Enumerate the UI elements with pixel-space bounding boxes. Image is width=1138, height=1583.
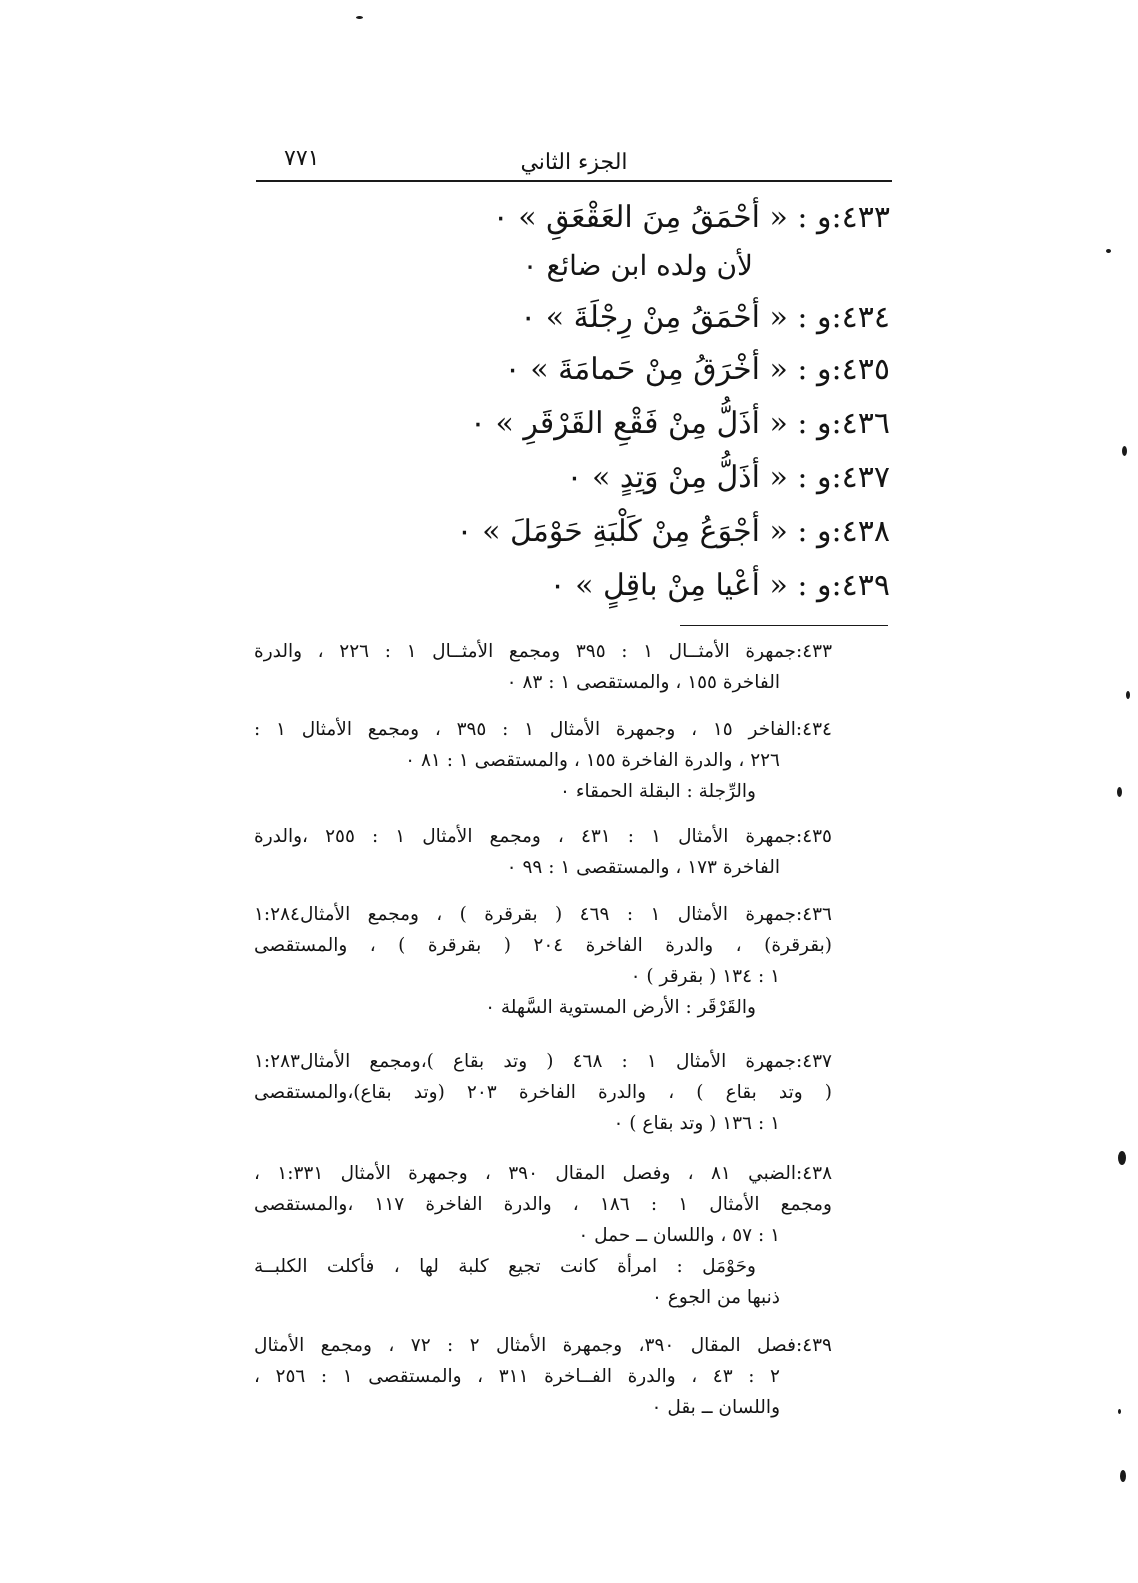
- scan-speck: [1106, 249, 1111, 253]
- proverb-number: ٤٣٥:و: [817, 352, 890, 387]
- footnote-line: والقَرْقَر : الأرض المستوية السَّهلة ٠: [485, 997, 756, 1018]
- proverb-entry: ٤٣٨:و : « أجْوَعُ مِنْ كَلْبَةِ حَوْمَلَ » ٠: [456, 514, 890, 549]
- proverb-entry: ٤٣٧:و : « أذَلُّ مِنْ وَتِدٍ » ٠: [566, 460, 890, 495]
- footnote-line: ٤٣٧:جمهرة الأمثال ١ : ٤٦٨ ( وتد بقاع )،ومجمع الأمثال١:٢٨٣: [254, 1051, 832, 1072]
- proverb-text: « أذَلُّ مِنْ فَقْعِ القَرْقَرِ » ٠: [469, 406, 788, 441]
- running-title: الجزء الثاني: [520, 150, 628, 175]
- footnote-line: وحَوْمَل : امرأة كانت تجيع كلبة لها ، فأكلت الكلبــة: [254, 1256, 756, 1277]
- footnote-line: ذنبها من الجوع ٠: [651, 1287, 780, 1308]
- proverb-text: « أعْيا مِنْ باقِلٍ » ٠: [549, 568, 788, 603]
- proverb-text: « أخْرَقُ مِنْ حَمامَةَ » ٠: [504, 352, 788, 387]
- footnote-line: (بقرقرة) ، والدرة الفاخرة ٢٠٤ ( بقرقرة ) ، والمستقصى: [254, 935, 832, 956]
- scan-speck: [1118, 1151, 1126, 1165]
- footnote: [254, 1046, 832, 1139]
- footnote-line: ٤٣٥:جمهرة الأمثال ١ : ٤٣١ ، ومجمع الأمثال ١ : ٢٥٥ ،والدرة: [254, 826, 832, 847]
- footnote-separator: [680, 625, 888, 626]
- footnote-line: ١ : ٥٧ ، واللسان ــ حمل ٠: [578, 1225, 780, 1246]
- footnote-line: ٤٣٤:الفاخر ١٥ ، وجمهرة الأمثال ١ : ٣٩٥ ، ومجمع الأمثال ١ :: [254, 719, 832, 740]
- header-rule: [256, 180, 892, 182]
- footnote: [254, 899, 832, 1023]
- footnote-line: ومجمع الأمثال ١ : ١٨٦ ، والدرة الفاخرة ١١٧ ،والمستقصى: [254, 1194, 832, 1215]
- proverb-entry: ٤٣٥:و : « أخْرَقُ مِنْ حَمامَةَ » ٠: [504, 352, 890, 387]
- proverb-entry: ٤٣٦:و : « أذَلُّ مِنْ فَقْعِ القَرْقَرِ » ٠: [469, 406, 890, 441]
- footnote: [254, 1158, 832, 1313]
- proverb-number: ٤٣٨:و: [817, 514, 890, 549]
- footnote-line: واللسان ــ بقل ٠: [651, 1397, 780, 1418]
- footnote-line: ١ : ١٣٤ ( بقرقر ) ٠: [630, 966, 780, 987]
- proverb-note: لأن ولده ابن ضائع ٠: [522, 249, 753, 282]
- proverb-text: « أحْمَقُ مِنْ رِجْلَةَ » ٠: [520, 300, 788, 335]
- proverb-number: ٤٣٣:و: [817, 200, 890, 235]
- scan-speck: [1122, 446, 1127, 456]
- proverb-entry: ٤٣٣:و : « أحْمَقُ مِنَ العَقْعَقِ » ٠: [492, 200, 890, 235]
- footnote-line: الفاخرة ١٧٣ ، والمستقصى ١ : ٩٩ ٠: [506, 857, 780, 878]
- footnote-line: ٢٢٦ ، والدرة الفاخرة ١٥٥ ، والمستقصى ١ : ٨١ ٠: [405, 750, 780, 771]
- footnote-line: ١ : ١٣٦ ( وتد بقاع ) ٠: [613, 1113, 780, 1134]
- footnote: [254, 636, 832, 698]
- page-header: [256, 146, 892, 180]
- proverb-number: ٤٣٩:و: [817, 568, 890, 603]
- footnote: [254, 1330, 832, 1423]
- footnote-line: ٤٣٦:جمهرة الأمثال ١ : ٤٦٩ ( بقرقرة ) ، ومجمع الأمثال١:٢٨٤: [254, 904, 832, 925]
- footnote-line: ٤٣٨:الضبي ٨١ ، وفصل المقال ٣٩٠ ، وجمهرة الأمثال ١:٣٣١ ،: [254, 1163, 833, 1184]
- proverb-entry: ٤٣٤:و : « أحْمَقُ مِنْ رِجْلَةَ » ٠: [520, 300, 890, 335]
- scan-speck: [1120, 1470, 1126, 1482]
- proverb-number: ٤٣٧:و: [817, 460, 890, 495]
- proverb-number: ٤٣٤:و: [817, 300, 890, 335]
- proverb-text: « أذَلُّ مِنْ وَتِدٍ » ٠: [566, 460, 788, 495]
- proverb-text: « أحْمَقُ مِنَ العَقْعَقِ » ٠: [492, 200, 788, 235]
- footnote-line: ٢ : ٤٣ ، والدرة الفــاخرة ٣١١ ، والمستقصى ١ : ٢٥٦ ،: [254, 1366, 780, 1387]
- proverb-number: ٤٣٦:و: [817, 406, 890, 441]
- page-number: ٧٧١: [284, 146, 320, 171]
- footnote-line: الفاخرة ١٥٥ ، والمستقصى ١ : ٨٣ ٠: [506, 672, 780, 693]
- footnote-line: والرِّجلة : البقلة الحمقاء ٠: [560, 781, 756, 802]
- proverb-entry: ٤٣٩:و : « أعْيا مِنْ باقِلٍ » ٠: [549, 568, 890, 603]
- footnote: [254, 821, 832, 883]
- footnote-line: ٤٣٣:جمهرة الأمثــال ١ : ٣٩٥ ومجمع الأمثــال ١ : ٢٢٦ ، والدرة: [254, 641, 833, 662]
- scan-speck: [356, 16, 363, 19]
- proverb-text: « أجْوَعُ مِنْ كَلْبَةِ حَوْمَلَ » ٠: [456, 514, 788, 549]
- footnote-line: ( وتد بقاع ) ، والدرة الفاخرة ٢٠٣ (وتد بقاع)،والمستقصى: [254, 1082, 832, 1103]
- scan-speck: [1117, 787, 1122, 797]
- scan-speck: [1118, 1409, 1121, 1414]
- footnote-line: ٤٣٩:فصل المقال ٣٩٠، وجمهرة الأمثال ٢ : ٧٢ ، ومجمع الأمثال: [254, 1335, 832, 1356]
- footnote: [254, 714, 832, 807]
- scan-speck: [1126, 691, 1130, 699]
